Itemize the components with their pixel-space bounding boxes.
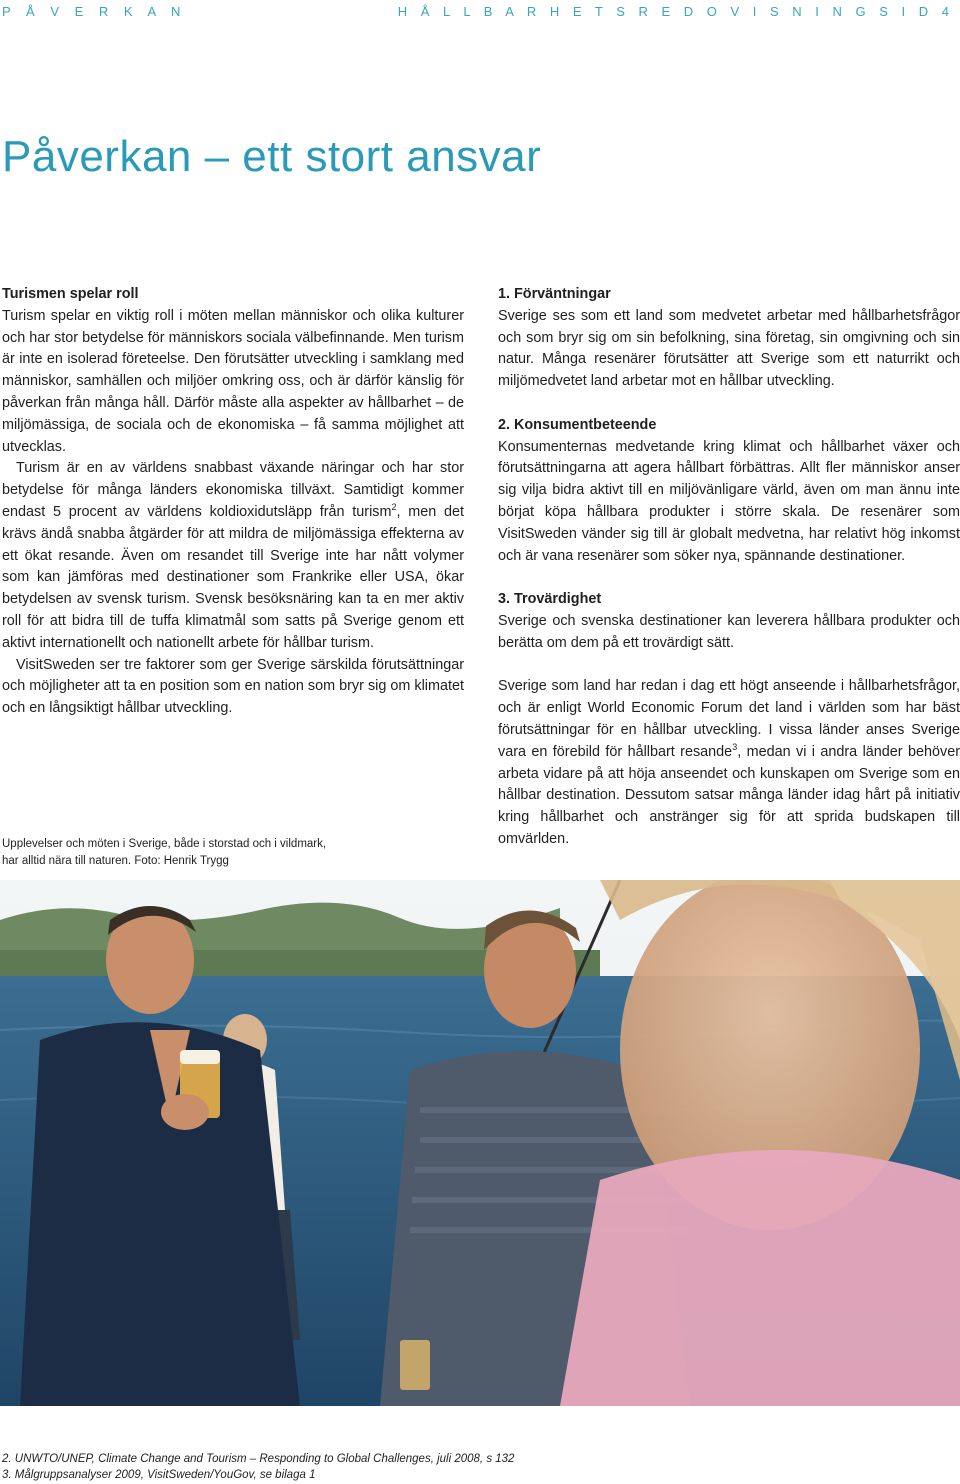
factor-2-heading: 2. Konsumentbeteende: [498, 416, 657, 433]
running-header-section: P Å V E R K A N: [2, 4, 187, 19]
photo-caption: Upplevelser och möten i Sverige, både i storstad och i vildmark, har alltid nära till naturen. Foto: Henrik Trygg: [2, 838, 327, 867]
factor-1-heading: 1. Förväntningar: [498, 286, 611, 302]
page-title: Påverkan – ett stort ansvar: [2, 132, 542, 181]
paragraph-growth: Turism är en av världens snabbast växande näringar och har stor betydelse för många länders ekonomiska tillväxt. Samtidigt kommer endast 5 procent av världens koldioxidutsläpp från turism$^2$, men det krävs ändå snabba åtgärder för att mildra de miljömässiga effekterna av ett ökat resande. Även om resandet till Sverige inte har nått volymer som kan jämföras med destinationer som Frankrike eller USA, ökar betydelsen av svensk turism. Svensk besöksnäring kan ta en mer aktiv roll för att bidra till de tuffa klimatmål som satts på Sverige genom ett aktivt internationellt och nationellt arbete för hållbar turism.: [2, 460, 464, 651]
paragraph-intro: Turism spelar en viktig roll i möten mellan människor och olika kulturer och har stor betydelse för människors sociala välbefinnande. Men turism är inte en isolerad företeelse. Den förutsätter utveckling i samklang med människor, samhällen och miljöer omkring oss, och är därför känslig för påverkan från många håll. Därför måste alla aspekter av hållbarhet – de miljömässiga, de sociala och de ekonomiska – få samma möjlighet att utvecklas.: [2, 307, 464, 455]
factor-2-text: Konsumenternas medvetande kring klimat och hållbarhet växer och förutsättningarna att agera hållbart förbättras. Allt fler människor anser sig vilja bidra aktivt till en miljövänligare värld, även om man ännu inte börjat köpa hållbara produkter i större skala. De resenärer som VisitSweden vänder sig till är globalt medvetna, har relativt hög inkomst och är vana resenärer som söker nya, spännande destinationer.: [498, 438, 960, 564]
paragraph-reputation: Sverige som land har redan i dag ett högt anseende i hållbarhetsfrågor, och är enligt World Economic Forum det land i världen som har bäst förutsättningar för en hållbar utveckling. I vissa länder anses Sverige vara en förebild för hållbart resande$^3$, medan vi i andra länder behöver arbeta vidare på att höja anseendet och kunskapen om Sverige som en hållbar destination. Dessutom satsar många länder idag hårt på initiativ kring hållbarhet och anstränger sig för att sprida budskapen till omvärlden.: [498, 678, 960, 847]
photo-people-by-water: [0, 880, 960, 1406]
factor-3-heading: 3. Trovärdighet: [498, 591, 602, 608]
left-column: [2, 284, 464, 720]
factor-3-text: Sverige och svenska destinationer kan leverera hållbara produkter och berätta om dem på ett trovärdigt sätt.: [498, 612, 960, 651]
footnote-3: 3. Målgruppsanalyser 2009, VisitSweden/YouGov, se bilaga 1: [2, 1469, 316, 1481]
footnotes: [2, 1451, 514, 1483]
section-heading: Turismen spelar roll: [2, 286, 139, 302]
footnote-ref-3[interactable]: 3: [732, 741, 738, 752]
running-header-page: H Å L L B A R H E T S R E D O V I S N I N G S I D 4: [397, 4, 954, 19]
footnote-ref-2[interactable]: 2: [391, 502, 397, 513]
right-column: [498, 284, 960, 851]
factor-1-text: Sverige ses som ett land som medvetet arbetar med hållbarhetsfrågor och som bryr sig om sin befolkning, sina företag, sin omgivning och sin natur. Många resenärer förutsätter att Sverige som ett naturrikt och miljömedvetet land arbetar mot en hållbar utveckling.: [498, 307, 960, 390]
paragraph-factors: VisitSweden ser tre faktorer som ger Sverige särskilda förutsättningar och möjligheter att ta en position som en nation som bryr sig om klimatet och en långsiktigt hållbar utveckling.: [2, 656, 464, 717]
footnote-2: 2. UNWTO/UNEP, Climate Change and Tourism – Responding to Global Challenges, juli 2008, s 132: [2, 1453, 515, 1465]
